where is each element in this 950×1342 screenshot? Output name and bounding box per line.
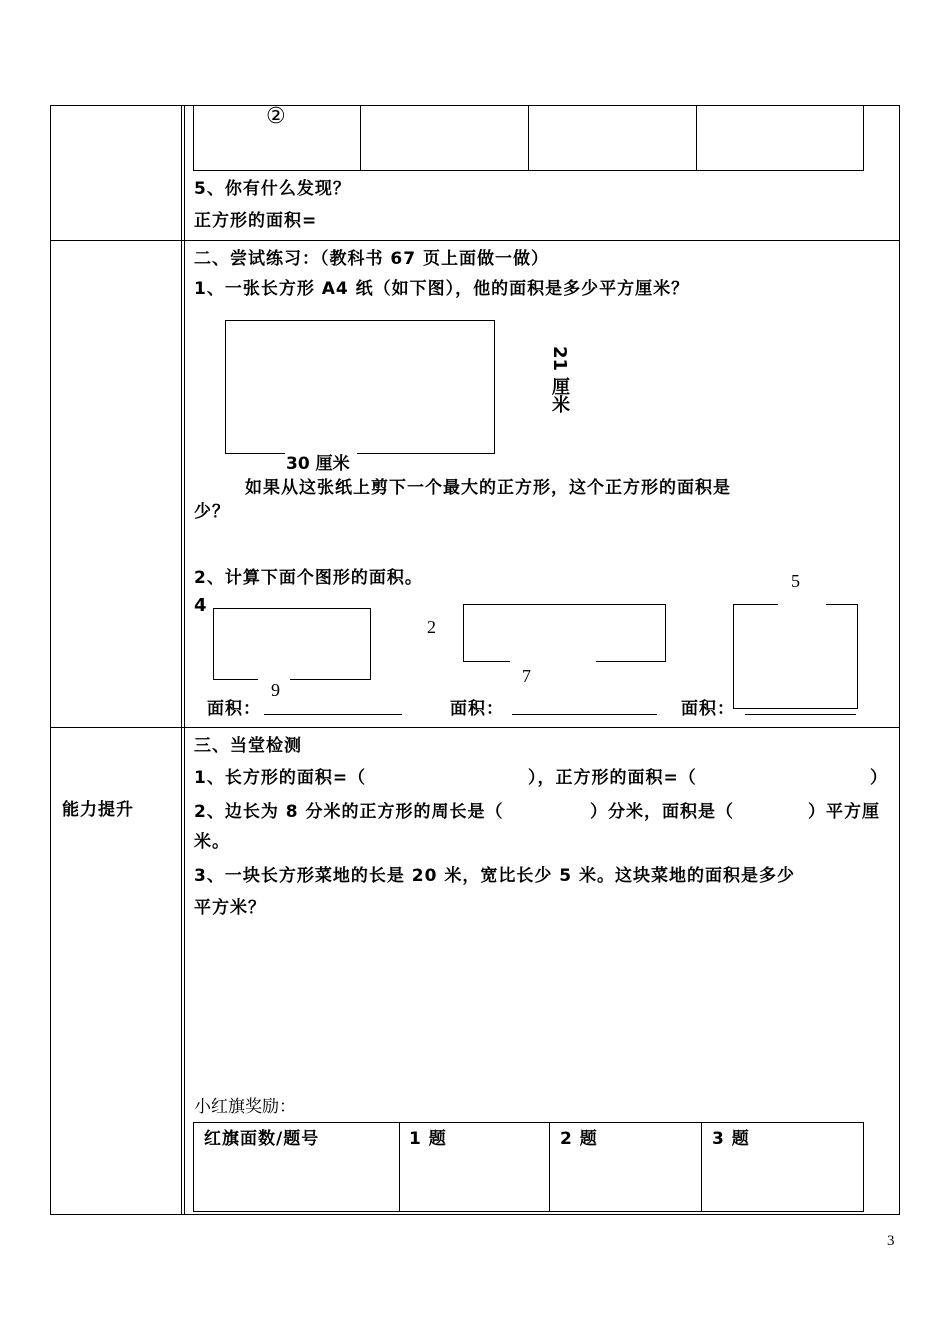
- column-divider-b: [184, 105, 185, 1215]
- page-number: 3: [887, 1233, 895, 1249]
- reward-header-q1: 1 题: [409, 1129, 447, 1149]
- shape-3-area-label: 面积：: [681, 699, 735, 719]
- reward-header-q2: 2 题: [560, 1129, 598, 1149]
- check-q2-line2: 米。: [194, 832, 230, 852]
- outer-left-border: [50, 105, 51, 1215]
- shape-3-top-label: 5: [791, 571, 800, 591]
- check-q2-part-c: ）平方厘: [808, 802, 880, 822]
- section-2-title: 二、尝试练习：（教科书 67 页上面做一做）: [194, 249, 549, 269]
- reward-label: 小红旗奖励：: [194, 1097, 296, 1116]
- row-divider-1: [50, 240, 900, 241]
- a4-width-label: 30 厘米: [286, 454, 350, 474]
- check-q1-part-b: ），正方形的面积=（: [528, 768, 697, 788]
- section-3-side-label: 能力提升: [62, 800, 134, 820]
- outer-bottom-border: [50, 1214, 900, 1215]
- square-area-formula: 正方形的面积=: [194, 211, 318, 231]
- shape-3-answer-line[interactable]: [745, 714, 856, 715]
- question-1-followup-line1: 如果从这张纸上剪下一个最大的正方形，这个正方形的面积是: [245, 478, 731, 498]
- section-2-question-1: 1、一张长方形 A4 纸（如下图），他的面积是多少平方厘米？: [194, 279, 690, 299]
- question-5: 5、你有什么发现？: [194, 179, 351, 199]
- outer-top-border: [50, 105, 900, 106]
- column-divider-a: [181, 105, 182, 1215]
- shape-2-side-label: 2: [427, 617, 436, 637]
- shape-1-bottom-label: 9: [271, 680, 280, 700]
- check-q3-line2: 平方米？: [194, 898, 266, 918]
- reward-header-q3: 3 题: [712, 1129, 750, 1149]
- shape-1-area-label: 面积：: [207, 699, 261, 719]
- section-2-question-2: 2、计算下面个图形的面积。: [194, 568, 423, 588]
- check-q1-part-c: ）: [870, 768, 888, 788]
- a4-height-label: 21 厘米: [549, 346, 570, 414]
- check-q2-part-b: ）分米，面积是（: [590, 802, 734, 822]
- a4-rectangle: [225, 320, 495, 454]
- shape-1-side-label: 4: [194, 595, 207, 616]
- shape-2-area-label: 面积：: [450, 699, 504, 719]
- shape-1-answer-line[interactable]: [264, 714, 402, 715]
- check-q1-part-a: 1、长方形的面积=（: [194, 768, 367, 788]
- shape-2-bottom-label: 7: [522, 666, 531, 686]
- circled-number: ②: [266, 104, 286, 129]
- check-q2-part-a: 2、边长为 8 分米的正方形的周长是（: [194, 802, 504, 822]
- check-q3-line1: 3、一块长方形菜地的长是 20 米，宽比长少 5 米。这块菜地的面积是多少: [194, 866, 795, 886]
- outer-right-border: [899, 105, 900, 1215]
- question-1-followup-line2: 少？: [194, 502, 230, 522]
- shape-2-answer-line[interactable]: [512, 714, 657, 715]
- section-3-title: 三、当堂检测: [194, 736, 302, 756]
- reward-header-flags: 红旗面数/题号: [204, 1129, 320, 1149]
- row-divider-2: [50, 727, 900, 728]
